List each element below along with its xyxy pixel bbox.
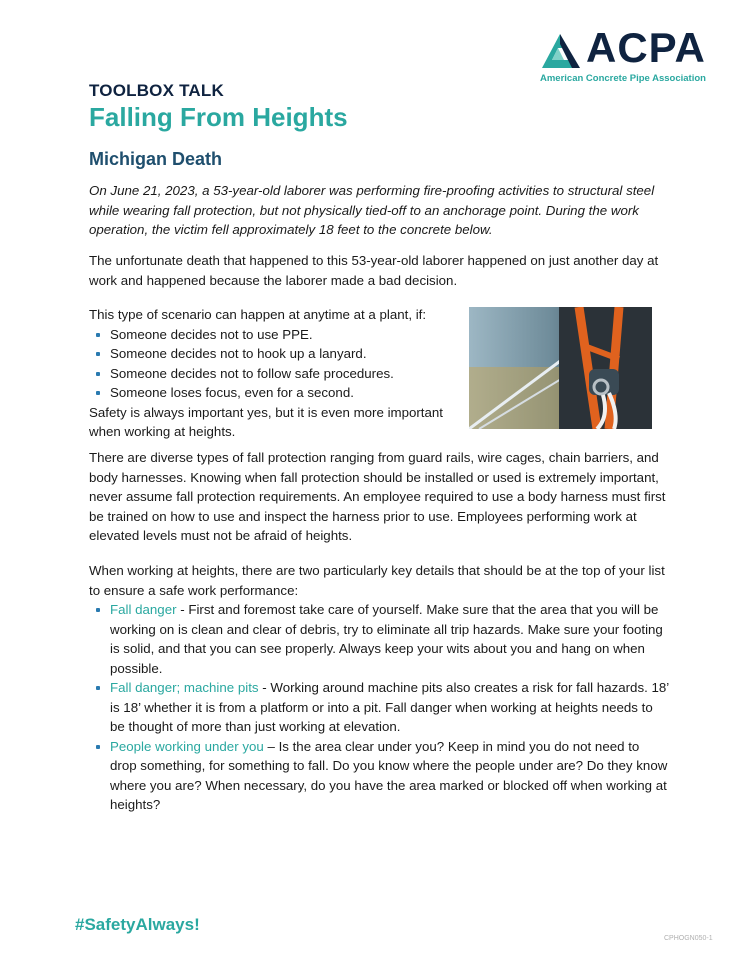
detail-text: Is the area clear under you? Keep in mind you do not need to drop something, for something to fall. Do you know where the people under are? Do they know where you are? When necessary, do you have the area marked or blocked off when working at heights? [110,738,668,812]
detail-term: People working under you [110,738,264,754]
worker-harness-photo [469,307,652,429]
document-code: CPHOGN050-1 [664,935,713,942]
acpa-pipe-logo-icon [538,30,584,70]
intro-paragraph: On June 21, 2023, a 53-year-old laborer was performing fire-proofing activities to structural steel while wearing fall protection, but not physically tied-off to an anchorage point. During the work operation, the victim fell approximately 18 feet to the concrete below. [89,183,655,237]
paragraph-fall-protection-types: There are diverse types of fall protection ranging from guard rails, wire cages, chain barriers, and body harnesses. Knowing when fall protection should be installed or used is extremely important, never assume fall protection requirements. An employee required to use a body harness must first be trained on how to use and inspect the harness prior to use. Employees performing work at elevated levels must not be afraid of heights. [89,450,666,543]
paragraph-bad-decision: The unfortunate death that happened to this 53-year-old laborer happened on just another day at work and happened because the laborer made a bad decision. [89,253,659,288]
scenario-list [89,325,459,403]
list-item: Someone loses focus, even for a second. [89,383,459,403]
detail-separator: – [263,738,279,754]
list-item: Someone decides not to hook up a lanyard. [89,344,459,364]
list-item [89,678,669,737]
section-title: Michigan Death [89,149,223,169]
toolbox-talk-kicker: TOOLBOX TALK [89,81,224,100]
key-details-block [89,561,669,815]
harness-photo-illustration [469,307,652,429]
detail-separator: - [176,602,189,617]
detail-term: Fall danger; machine pits [110,680,259,695]
scenario-block [89,305,459,442]
detail-text: Working around machine pits also creates a risk for fall hazards. 18’ is 18’ whether it is from a platform or into a pit. Fall danger when working at heights needs to be thought of more than just working at elevation. [110,680,669,734]
key-details-lead: When working at heights, there are two particularly key details that should be at the top of your list to ensure a safe work performance: [89,563,665,598]
scenario-closing: Safety is always important yes, but it is even more important when working at heights. [89,404,443,439]
key-details-list [89,600,669,815]
list-item: Someone decides not to follow safe procedures. [89,364,459,384]
detail-text: First and foremost take care of yourself. Make sure that the area that you will be working on is clean and clear of debris, try to eliminate all trip hazards. Make sure your footing is solid, and that you can see properly. Always keep your wits about you and hang on when possible. [110,602,663,676]
logo-subtitle: American Concrete Pipe Association [540,73,706,84]
footer-hashtag: #SafetyAlways! [75,915,200,934]
acpa-logo [538,24,718,86]
logo-wordmark: ACPA [586,24,706,71]
page-title: Falling From Heights [89,102,348,132]
list-item [89,737,669,815]
detail-term: Fall danger [110,602,177,617]
scenario-lead: This type of scenario can happen at anytime at a plant, if: [89,307,427,322]
list-item: Someone decides not to use PPE. [89,325,459,345]
detail-separator: - [258,680,271,695]
list-item [89,600,669,678]
